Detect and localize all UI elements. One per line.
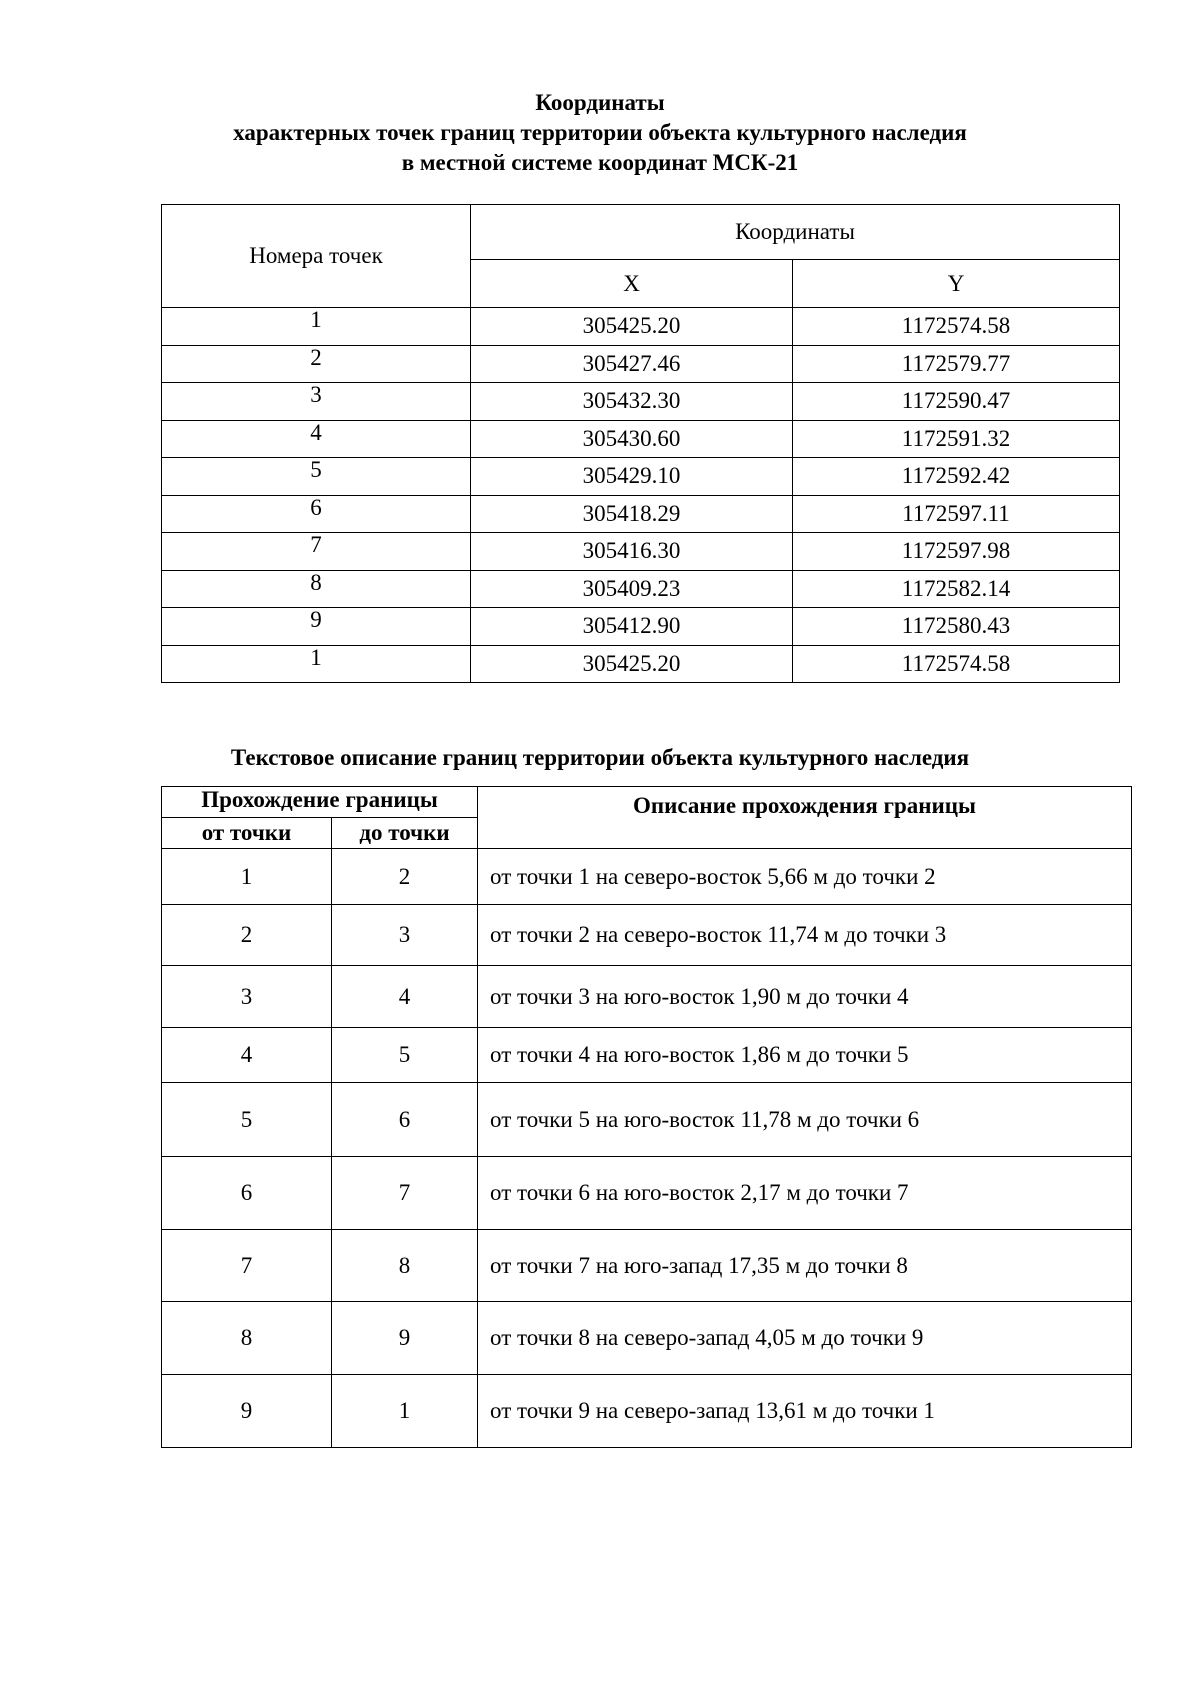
description-cell: от точки 8 на северо-запад 4,05 м до точки 9 (478, 1302, 1132, 1375)
table-row (162, 570, 1120, 608)
description-cell: от точки 3 на юго-восток 1,90 м до точки 4 (478, 966, 1132, 1028)
col-header-passage: Прохождение границы (162, 787, 478, 818)
x-coordinate-cell: 305412.90 (471, 608, 793, 646)
point-number-cell: 1 (162, 308, 471, 346)
description-cell: от точки 1 на северо-восток 5,66 м до точки 2 (478, 849, 1132, 905)
point-number-cell: 8 (162, 570, 471, 608)
table-row (162, 308, 1120, 346)
table-row (162, 345, 1120, 383)
table-row (162, 905, 1132, 966)
description-title: Текстовое описание границ территории объекта культурного наследия (230, 745, 970, 770)
from-point-cell: 4 (162, 1028, 332, 1083)
x-coordinate-cell: 305416.30 (471, 533, 793, 571)
table-row (162, 1028, 1132, 1083)
y-coordinate-cell: 1172574.58 (793, 308, 1120, 346)
from-point-cell: 2 (162, 905, 332, 966)
from-point-cell: 9 (162, 1375, 332, 1448)
y-coordinate-cell: 1172590.47 (793, 383, 1120, 421)
table-row (162, 1302, 1132, 1375)
point-number-cell: 5 (162, 458, 471, 496)
from-point-cell: 8 (162, 1302, 332, 1375)
document-title (0, 88, 1200, 178)
point-number-cell: 6 (162, 495, 471, 533)
point-number-cell: 3 (162, 383, 471, 421)
y-coordinate-cell: 1172597.11 (793, 495, 1120, 533)
col-header-coordinates: Координаты (471, 205, 1120, 260)
x-coordinate-cell: 305432.30 (471, 383, 793, 421)
x-coordinate-cell: 305427.46 (471, 345, 793, 383)
from-point-cell: 3 (162, 966, 332, 1028)
description-cell: от точки 4 на юго-восток 1,86 м до точки 5 (478, 1028, 1132, 1083)
title-line-2: характерных точек границ территории объекта культурного наследия (233, 120, 967, 145)
point-number-cell: 1 (162, 645, 471, 683)
from-point-cell: 7 (162, 1230, 332, 1302)
point-number-cell: 2 (162, 345, 471, 383)
x-coordinate-cell: 305409.23 (471, 570, 793, 608)
point-number-cell: 9 (162, 608, 471, 646)
table-row (162, 383, 1120, 421)
table-row (162, 645, 1120, 683)
table-row (162, 966, 1132, 1028)
y-coordinate-cell: 1172574.58 (793, 645, 1120, 683)
table-row (162, 495, 1120, 533)
x-coordinate-cell: 305425.20 (471, 645, 793, 683)
y-coordinate-cell: 1172592.42 (793, 458, 1120, 496)
x-coordinate-cell: 305418.29 (471, 495, 793, 533)
boundary-description-table (161, 786, 1132, 1448)
table-row (162, 458, 1120, 496)
y-coordinate-cell: 1172597.98 (793, 533, 1120, 571)
to-point-cell: 1 (332, 1375, 478, 1448)
to-point-cell: 2 (332, 849, 478, 905)
table-row (162, 533, 1120, 571)
description-cell: от точки 5 на юго-восток 11,78 м до точки 6 (478, 1083, 1132, 1157)
description-cell: от точки 9 на северо-запад 13,61 м до точки 1 (478, 1375, 1132, 1448)
table-row (162, 1083, 1132, 1157)
coordinates-table (161, 204, 1120, 683)
to-point-cell: 7 (332, 1157, 478, 1230)
from-point-cell: 5 (162, 1083, 332, 1157)
from-point-cell: 1 (162, 849, 332, 905)
y-coordinate-cell: 1172579.77 (793, 345, 1120, 383)
table-row (162, 1375, 1132, 1448)
table-row (162, 1230, 1132, 1302)
title-line-1: Координаты (535, 90, 665, 115)
from-point-cell: 6 (162, 1157, 332, 1230)
table-row (162, 849, 1132, 905)
to-point-cell: 5 (332, 1028, 478, 1083)
x-coordinate-cell: 305429.10 (471, 458, 793, 496)
col-header-x: X (471, 260, 793, 308)
x-coordinate-cell: 305425.20 (471, 308, 793, 346)
y-coordinate-cell: 1172582.14 (793, 570, 1120, 608)
col-header-from: от точки (162, 818, 332, 849)
description-cell: от точки 6 на юго-восток 2,17 м до точки 7 (478, 1157, 1132, 1230)
table-row (162, 608, 1120, 646)
point-number-cell: 7 (162, 533, 471, 571)
to-point-cell: 6 (332, 1083, 478, 1157)
col-header-y: Y (793, 260, 1120, 308)
to-point-cell: 8 (332, 1230, 478, 1302)
title-line-3: в местной системе координат МСК-21 (401, 150, 799, 175)
description-cell: от точки 2 на северо-восток 11,74 м до точки 3 (478, 905, 1132, 966)
to-point-cell: 9 (332, 1302, 478, 1375)
table-row (162, 1157, 1132, 1230)
point-number-cell: 4 (162, 420, 471, 458)
to-point-cell: 4 (332, 966, 478, 1028)
x-coordinate-cell: 305430.60 (471, 420, 793, 458)
to-point-cell: 3 (332, 905, 478, 966)
description-cell: от точки 7 на юго-запад 17,35 м до точки 8 (478, 1230, 1132, 1302)
col-header-description: Описание прохождения границы (478, 787, 1132, 849)
y-coordinate-cell: 1172591.32 (793, 420, 1120, 458)
col-header-to: до точки (332, 818, 478, 849)
y-coordinate-cell: 1172580.43 (793, 608, 1120, 646)
table-row (162, 420, 1120, 458)
col-header-points: Номера точек (162, 205, 471, 308)
